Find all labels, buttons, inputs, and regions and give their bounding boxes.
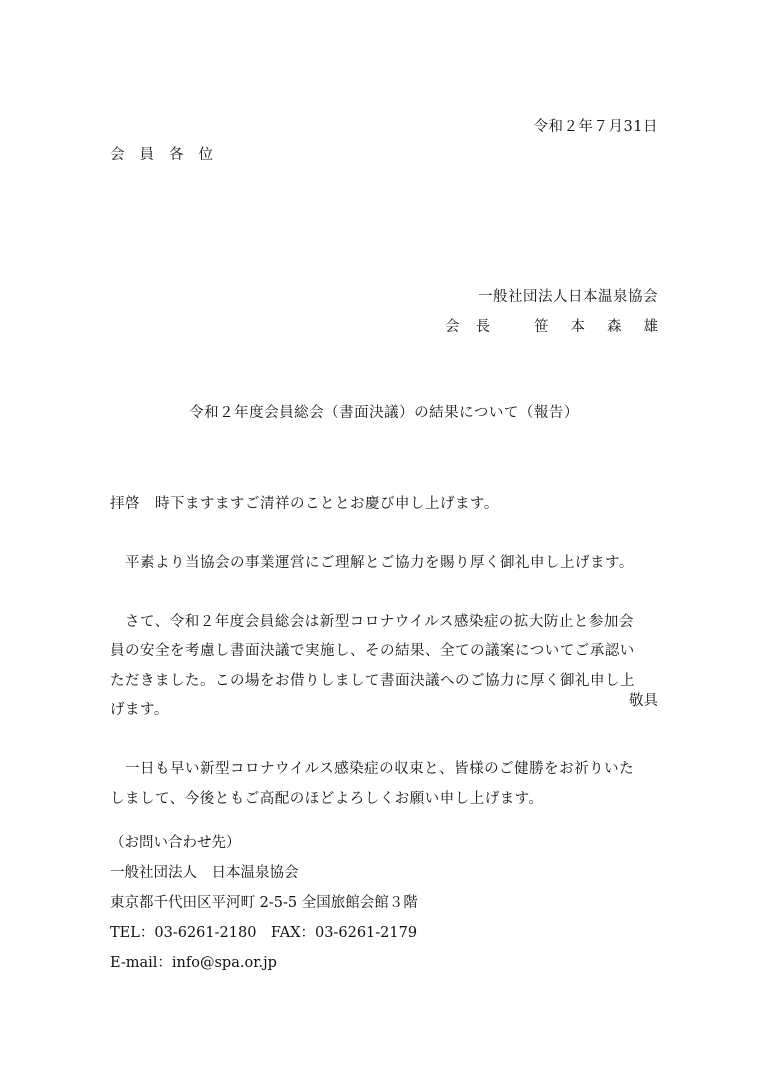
letter-body: [110, 460, 658, 844]
contact-phone-fax: TEL：03-6261-2180 FAX：03-6261-2179: [110, 925, 418, 941]
contact-heading: （お問い合わせ先）: [110, 835, 241, 851]
document-title: 令和２年度会員総会（書面決議）の結果について（報告）: [189, 405, 579, 421]
letter-date: 令和２年７月31日: [533, 119, 658, 135]
sender-name: 笹本森雄: [534, 319, 680, 335]
sender-signature: [445, 319, 680, 335]
contact-block: [110, 828, 418, 978]
sender-role: 会長: [445, 319, 506, 335]
body-paragraph: さて、令和２年度会員総会は新型コロナウイルス感染症の拡大防止と参加会 員の安全を考慮し書面決議で実施し、その結果、全ての議案についてご承認い ただきました。この場をお借りしまして書面決議へのご協力に厚く御礼申し上 げます。: [110, 613, 635, 718]
contact-address: 東京都千代田区平河町 2-5-5 全国旅館会館３階: [110, 895, 418, 911]
closing-phrase: 敬具: [629, 693, 658, 709]
body-paragraph: 平素より当協会の事業運営にご理解とご協力を賜り厚く御礼申し上げます。: [110, 554, 634, 571]
body-paragraph: 拝啓 時下ますますご清祥のこととお慶び申し上げます。: [110, 495, 499, 512]
addressee: 会員各位: [110, 147, 228, 163]
sender-organization: 一般社団法人日本温泉協会: [478, 289, 658, 305]
body-paragraph: 一日も早い新型コロナウイルス感染症の収束と、皆様のご健勝をお祈りいた しまして、今後ともご高配のほどよろしくお願い申し上げます。: [110, 761, 635, 807]
contact-email: E-mail：info@spa.or.jp: [110, 955, 277, 971]
contact-organization: 一般社団法人 日本温泉協会: [110, 865, 299, 881]
